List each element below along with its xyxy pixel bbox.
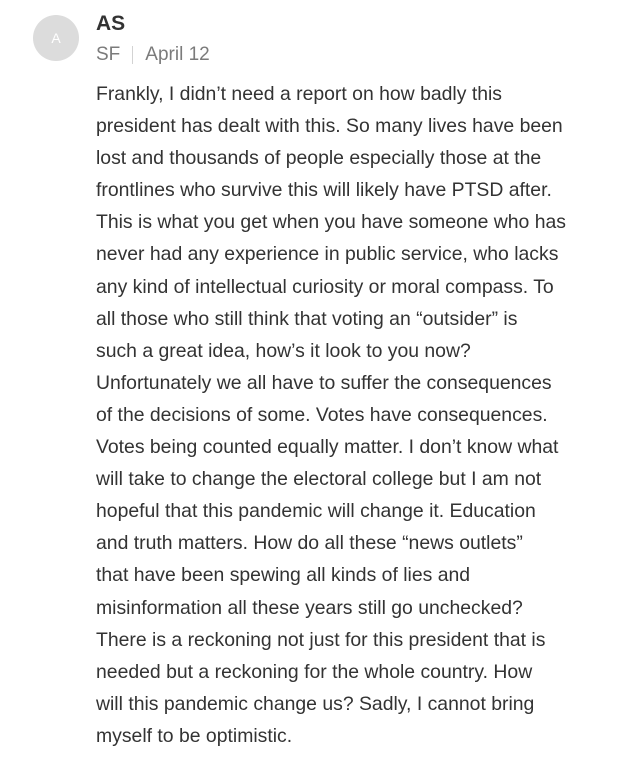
comment-body-line: needed but a reckoning for the whole country. How — [96, 660, 533, 683]
comment-body-line: misinformation all these years still go unchecked? — [96, 596, 523, 619]
comment-body-line: There is a reckoning not just for this president that is — [96, 628, 546, 651]
comment-body-line: of the decisions of some. Votes have consequences. — [96, 403, 548, 426]
comment-body-line: frontlines who survive this will likely have PTSD after. — [96, 179, 552, 202]
comment-body-line: such a great idea, how’s it look to you now? — [96, 339, 471, 362]
comment-body-line: will this pandemic change us? Sadly, I cannot bring — [96, 692, 535, 715]
comment-body-line: myself to be optimistic. — [96, 724, 293, 747]
comment-body-line: president has dealt with this. So many lives have been — [96, 115, 563, 138]
avatar[interactable] — [33, 15, 79, 61]
comment-body-line: never had any experience in public service, who lacks — [96, 243, 559, 266]
comment-body-line: lost and thousands of people especially those at the — [96, 147, 542, 170]
comment-body-line: any kind of intellectual curiosity or moral compass. To — [96, 275, 554, 298]
comment-location: SF — [96, 44, 121, 65]
comment-body-line: all those who still think that voting an “outsider” is — [96, 307, 518, 330]
meta-divider — [132, 46, 133, 64]
comment-body-line: hopeful that this pandemic will change it. Education — [96, 500, 536, 523]
comment-body-line: Frankly, I didn’t need a report on how badly this — [96, 83, 502, 105]
avatar-initial: A — [51, 30, 61, 46]
comment-username[interactable]: AS — [96, 12, 126, 35]
comment-body-line: will take to change the electoral college but I am not — [96, 468, 542, 491]
comment-body — [96, 78, 620, 752]
comment-body-line: Unfortunately we all have to suffer the consequences — [96, 371, 552, 394]
comment-body-line: and truth matters. How do all these “news outlets” — [96, 532, 523, 555]
comment-body-line: This is what you get when you have someone who has — [96, 211, 566, 234]
comment-date: April 12 — [145, 44, 210, 65]
comment-body-line: Votes being counted equally matter. I don’t know what — [96, 436, 559, 459]
comment-body-line: that have been spewing all kinds of lies and — [96, 564, 471, 587]
comment-meta — [96, 42, 210, 68]
